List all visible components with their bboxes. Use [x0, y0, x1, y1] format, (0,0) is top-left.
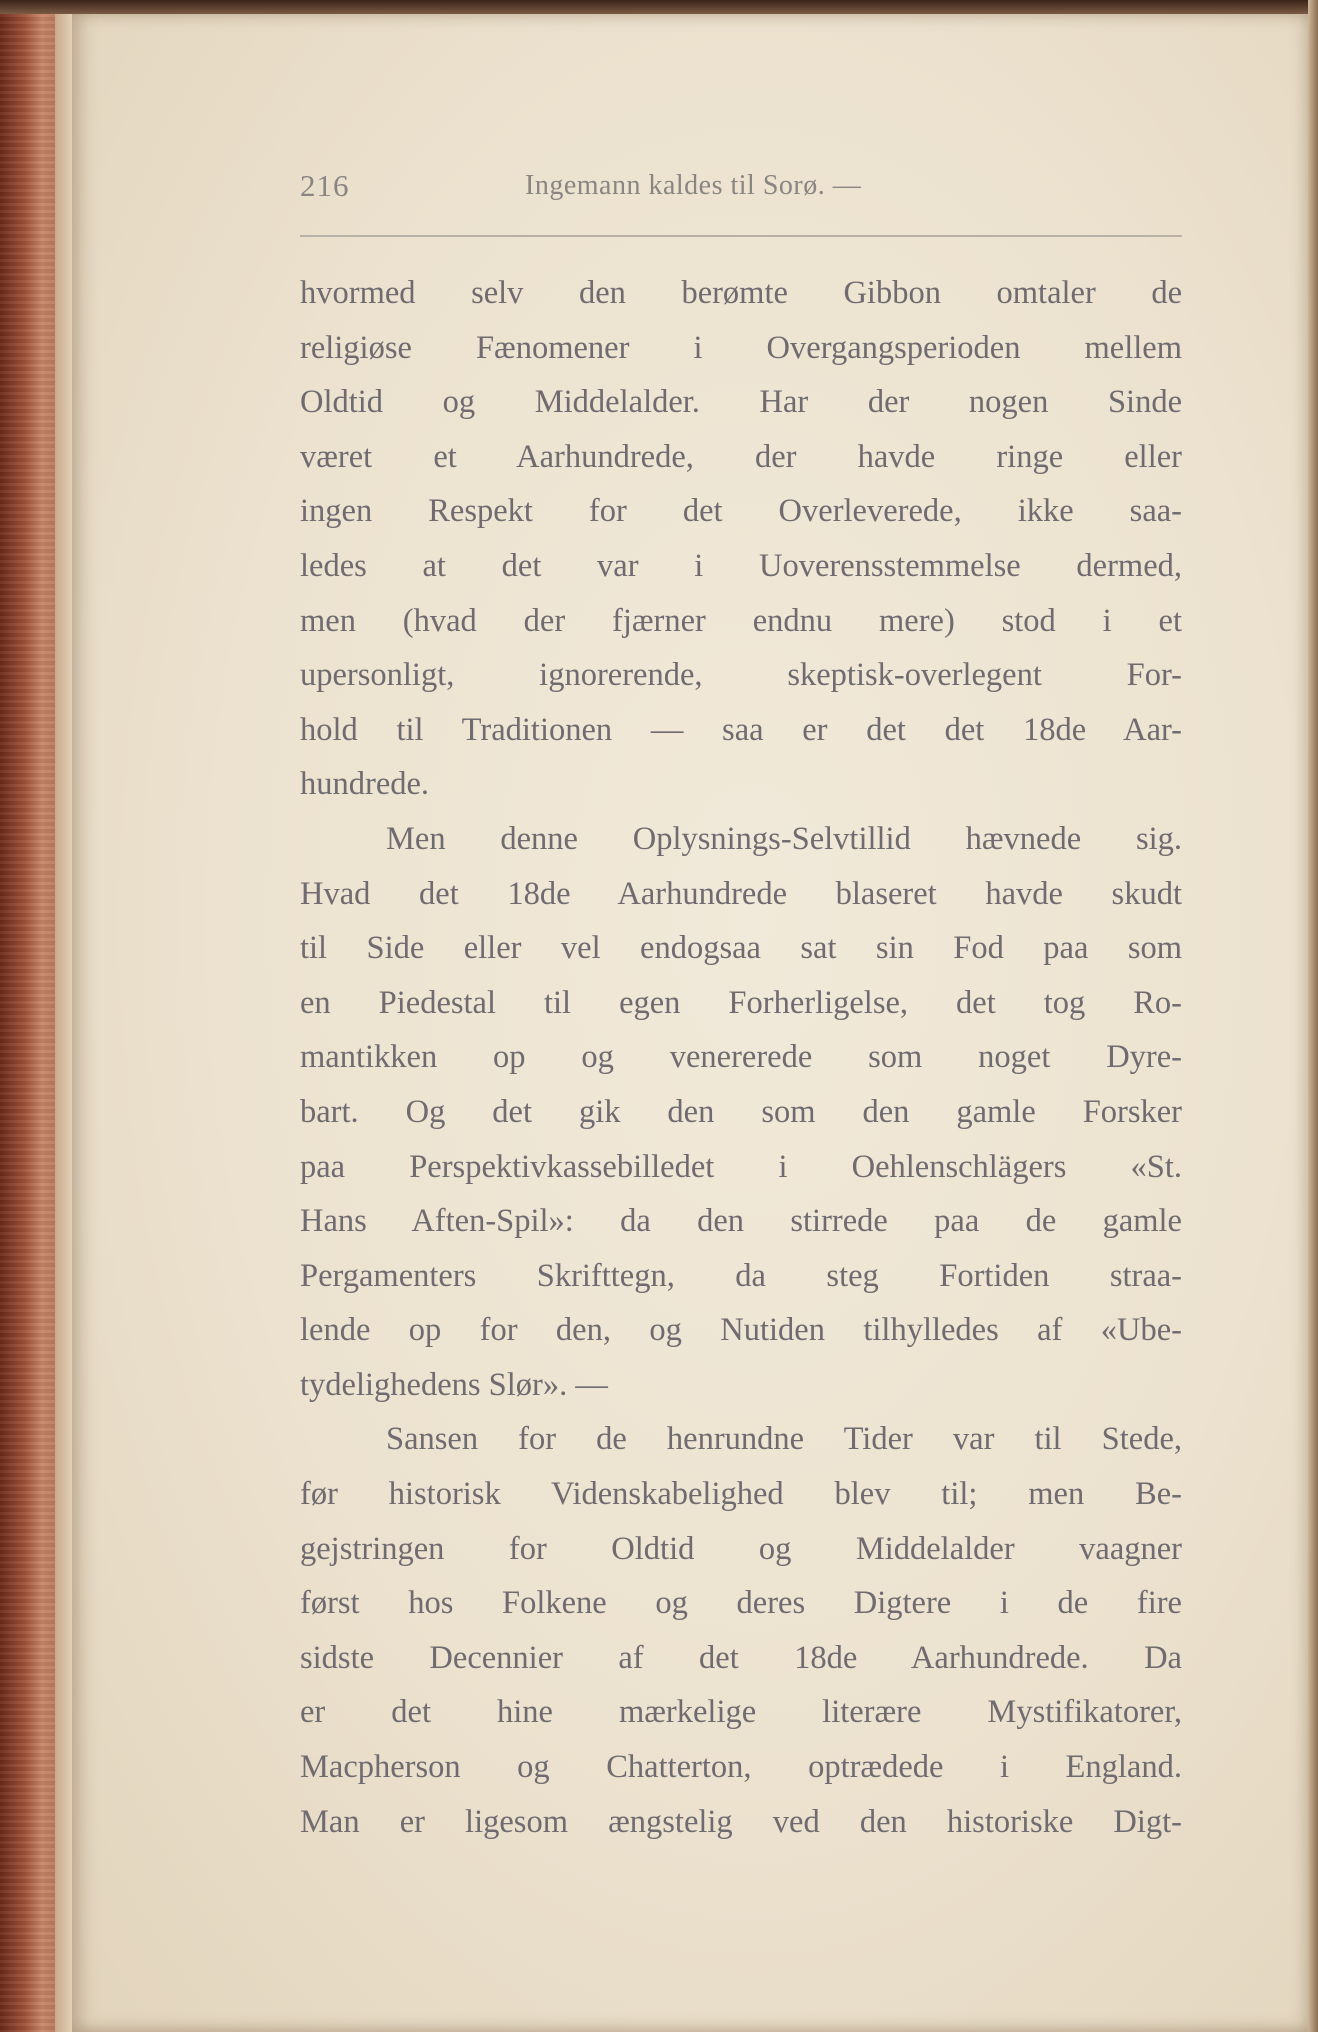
- text-line: først hos Folkene og deres Digtere i de fire: [300, 1585, 1182, 1622]
- text-line: ledes at det var i Uoverensstemmelse dermed,: [300, 547, 1182, 584]
- body-text: [300, 266, 1182, 1849]
- text-line: paa Perspektivkassebilledet i Oehlenschlägers «St.: [300, 1148, 1182, 1185]
- text-line: tydelighedens Slør». —: [300, 1366, 608, 1403]
- header-rule: [300, 235, 1182, 237]
- text-line: Macpherson og Chatterton, optrædede i England.: [300, 1749, 1182, 1786]
- text-line: ingen Respekt for det Overleverede, ikke saa-: [300, 493, 1182, 530]
- right-edge: [1308, 0, 1318, 2032]
- text-line: lende op for den, og Nutiden tilhylledes af «Ube-: [300, 1312, 1182, 1349]
- running-title: Ingemann kaldes til Sorø. —: [525, 170, 862, 201]
- text-line: hundrede.: [300, 766, 430, 803]
- text-line: Hvad det 18de Aarhundrede blaseret havde skudt: [300, 875, 1182, 912]
- text-line: Pergamenters Skrifttegn, da steg Fortiden straa-: [300, 1257, 1182, 1294]
- text-line: Men denne Oplysnings-Selvtillid hævnede sig.: [386, 820, 1182, 857]
- text-line: Hans Aften-Spil»: da den stirrede paa de gamle: [300, 1203, 1182, 1240]
- text-line: er det hine mærkelige literære Mystifikatorer,: [300, 1694, 1182, 1731]
- text-line: hvormed selv den berømte Gibbon omtaler de: [300, 275, 1182, 311]
- text-line: mantikken op og venererede som noget Dyre-: [300, 1039, 1182, 1076]
- page-header: [300, 168, 1182, 214]
- text-line: men (hvad der fjærner endnu mere) stod i et: [300, 602, 1182, 639]
- text-line: Sansen for de henrundne Tider var til Stede,: [386, 1421, 1182, 1458]
- text-line: en Piedestal til egen Forherligelse, det tog Ro-: [300, 984, 1182, 1021]
- text-line: gejstringen for Oldtid og Middelalder vaagner: [300, 1530, 1182, 1567]
- text-line: religiøse Fænomener i Overgangsperioden mellem: [300, 329, 1182, 366]
- text-line: sidste Decennier af det 18de Aarhundrede. Da: [300, 1639, 1182, 1676]
- text-line: til Side eller vel endogsaa sat sin Fod paa som: [300, 930, 1182, 967]
- text-line: hold til Traditionen — saa er det det 18de Aar-: [300, 711, 1182, 748]
- text-line: upersonligt, ignorerende, skeptisk-overlegent For-: [300, 657, 1182, 694]
- text-line: Man er ligesom ængstelig ved den historiske Digt-: [300, 1803, 1182, 1840]
- text-line: Oldtid og Middelalder. Har der nogen Sinde: [300, 384, 1182, 421]
- text-line: bart. Og det gik den som den gamle Forsker: [300, 1093, 1182, 1130]
- page-number: 216: [300, 168, 350, 203]
- top-edge: [0, 0, 1318, 14]
- text-line: været et Aarhundrede, der havde ringe eller: [300, 438, 1182, 475]
- text-line: før historisk Videnskabelighed blev til; men Be-: [300, 1476, 1182, 1513]
